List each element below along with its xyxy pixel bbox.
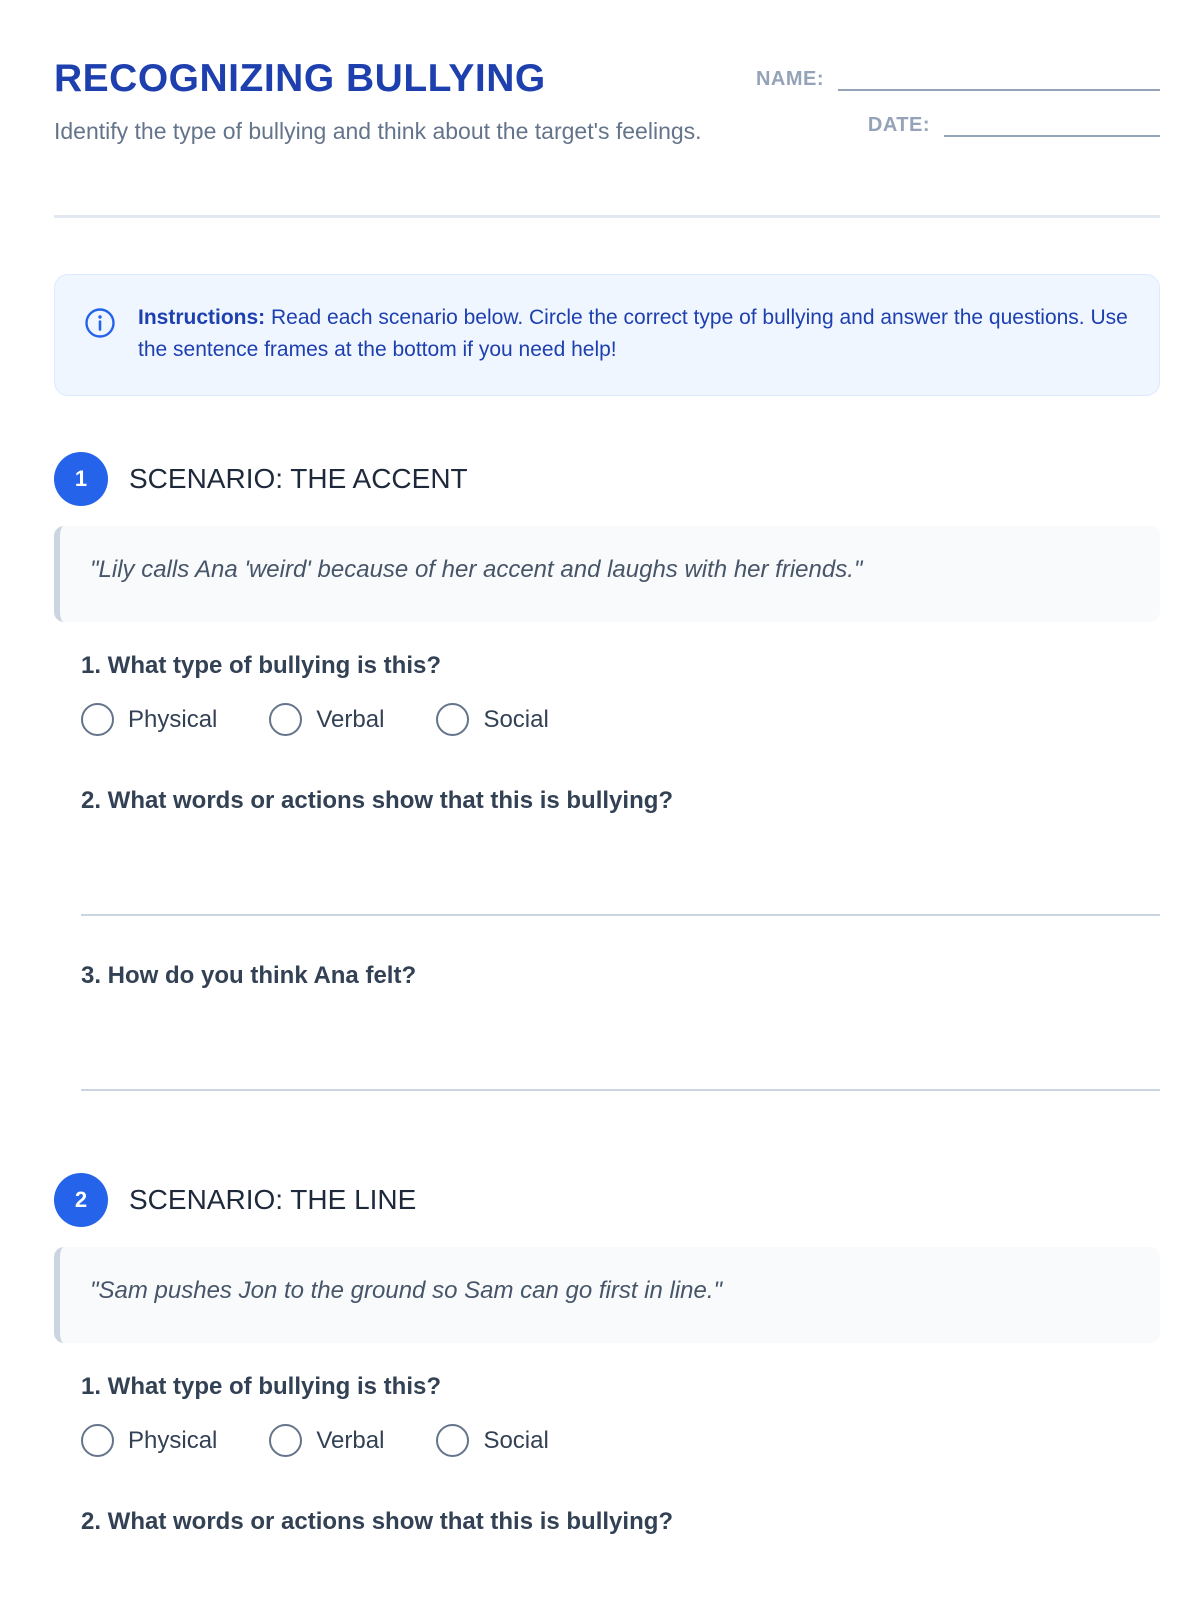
name-field — [756, 61, 1160, 91]
question-evidence: 2. What words or actions show that this is bullying? — [81, 787, 674, 814]
radio-circle[interactable] — [81, 1424, 114, 1457]
question-evidence: 2. What words or actions show that this is bullying? — [81, 1508, 674, 1535]
scenario-title: SCENARIO: THE LINE — [129, 1184, 417, 1215]
option-label: Physical — [128, 1426, 218, 1454]
answer-line-feelings[interactable] — [81, 1089, 1160, 1091]
name-label: NAME: — [755, 68, 824, 90]
option-physical[interactable] — [81, 1424, 217, 1457]
option-label: Verbal — [316, 705, 385, 733]
radio-circle[interactable] — [269, 703, 302, 736]
scenario-quote — [54, 526, 1160, 622]
instructions-body: Read each scenario below. Circle the correct type of bullying and answer the questions. Use the sentence frames at the bottom if you need help! — [138, 306, 1128, 361]
scenario-header — [54, 1173, 416, 1227]
option-label: Social — [483, 1426, 549, 1454]
name-input-line[interactable] — [838, 61, 1160, 91]
scenario-title: SCENARIO: THE ACCENT — [129, 463, 468, 494]
option-verbal[interactable] — [269, 703, 384, 736]
option-social[interactable] — [436, 703, 548, 736]
date-label: DATE: — [867, 114, 930, 136]
page-subtitle: Identify the type of bullying and think about the target's feelings. — [54, 118, 702, 144]
answer-line-evidence[interactable] — [81, 914, 1160, 916]
bullying-type-options — [81, 703, 601, 736]
radio-circle[interactable] — [269, 1424, 302, 1457]
scenario-header — [54, 452, 468, 506]
option-verbal[interactable] — [269, 1424, 384, 1457]
radio-circle[interactable] — [436, 703, 469, 736]
instructions-box — [54, 274, 1160, 396]
date-input-line[interactable] — [944, 107, 1160, 137]
option-physical[interactable] — [81, 703, 217, 736]
option-label: Physical — [128, 705, 218, 733]
scenario-quote — [54, 1247, 1160, 1343]
question-type: 1. What type of bullying is this? — [81, 1373, 442, 1400]
instructions-text — [138, 302, 1128, 366]
option-label: Social — [483, 705, 549, 733]
question-feelings: 3. How do you think Ana felt? — [81, 962, 417, 989]
scenario-quote-text: "Lily calls Ana 'weird' because of her accent and laughs with her friends." — [90, 556, 863, 583]
date-field — [868, 107, 1160, 137]
worksheet-header — [54, 55, 1160, 218]
option-social[interactable] — [436, 1424, 548, 1457]
option-label: Verbal — [316, 1426, 385, 1454]
question-type: 1. What type of bullying is this? — [81, 652, 442, 679]
info-icon — [84, 307, 116, 339]
header-divider — [54, 215, 1160, 218]
bullying-type-options — [81, 1424, 601, 1457]
scenario-quote-text: "Sam pushes Jon to the ground so Sam can go first in line." — [90, 1277, 723, 1304]
scenario-number-badge: 1 — [54, 452, 108, 506]
radio-circle[interactable] — [81, 703, 114, 736]
instructions-label: Instructions: — [138, 306, 266, 329]
scenario-number-badge: 2 — [54, 1173, 108, 1227]
page-title: RECOGNIZING BULLYING — [54, 57, 546, 100]
radio-circle[interactable] — [436, 1424, 469, 1457]
